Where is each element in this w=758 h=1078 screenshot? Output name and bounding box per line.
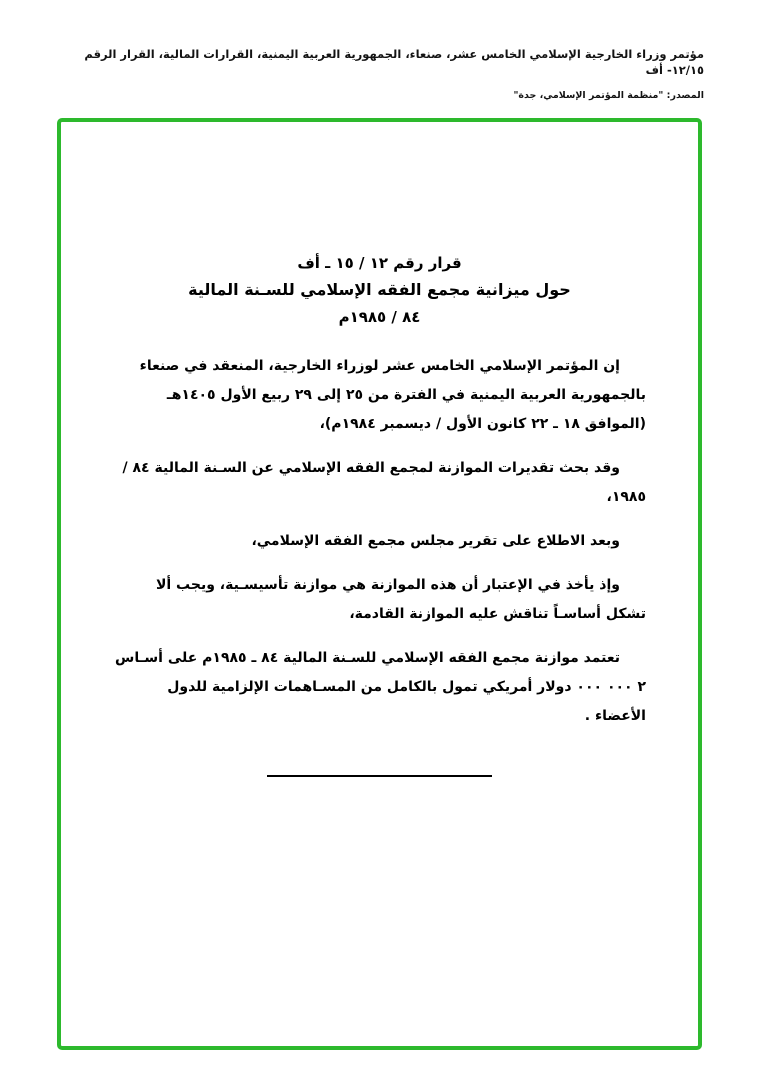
end-divider-line [267, 775, 492, 777]
green-document-frame [57, 118, 702, 1050]
document-content [61, 122, 698, 777]
decision-subject-title: حول ميزانية مجمع الفقه الإسلامي للسـنة المالية [188, 280, 571, 299]
paragraph-council-report: وبعد الاطلاع على تقرير مجلس مجمع الفقه الإسلامي، [251, 533, 620, 549]
decision-title-block [113, 250, 646, 330]
paragraph-consideration: وإذ يأخذ في الإعتبار أن هذه الموازنة هي موازنة تأسيسـية، ويجب ألا تشكل أساسـاً تناقش عليه الموازنة القادمة، [155, 577, 646, 622]
header-source: المصدر: "منظمة المؤتمر الإسلامي، جدة" [513, 90, 704, 101]
decision-body [113, 352, 646, 731]
paragraph-budget-review: وقد بحث تقديرات الموازنة لمجمع الفقه الإسلامي عن السـنة المالية ٨٤ / ١٩٨٥، [122, 460, 646, 505]
paragraph-preamble: إن المؤتمر الإسلامي الخامس عشر لوزراء الخارجية، المنعقد في صنعاء بالجمهورية العربية اليمنية في الفترة من ٢٥ إلى ٢٩ ربيع الأول ١٤٠٥هـ (الموافق ١٨ ـ ٢٢ كانون الأول / ديسمبر ١٩٨٤م)، [139, 358, 646, 432]
page-header [54, 46, 704, 101]
decision-year-title: ٨٤ / ١٩٨٥م [338, 308, 421, 326]
paragraph-resolution: تعتمد موازنة مجمع الفقه الإسلامي للسـنة المالية ٨٤ ـ ١٩٨٥م على أسـاس ٢ ٠٠٠ ٠٠٠ دولار أمريكي تمول بالكامل من المسـاهمات الإلزامية للدول الأعضاء . [115, 650, 646, 724]
header-citation: مؤتمر وزراء الخارجية الإسلامي الخامس عشر، صنعاء، الجمهورية العربية اليمنية، القرارات المالية، القرار الرقم ١٢/١٥- أف [84, 47, 704, 77]
decision-number-title: قرار رقم ١٢ / ١٥ ـ أف [297, 254, 462, 272]
